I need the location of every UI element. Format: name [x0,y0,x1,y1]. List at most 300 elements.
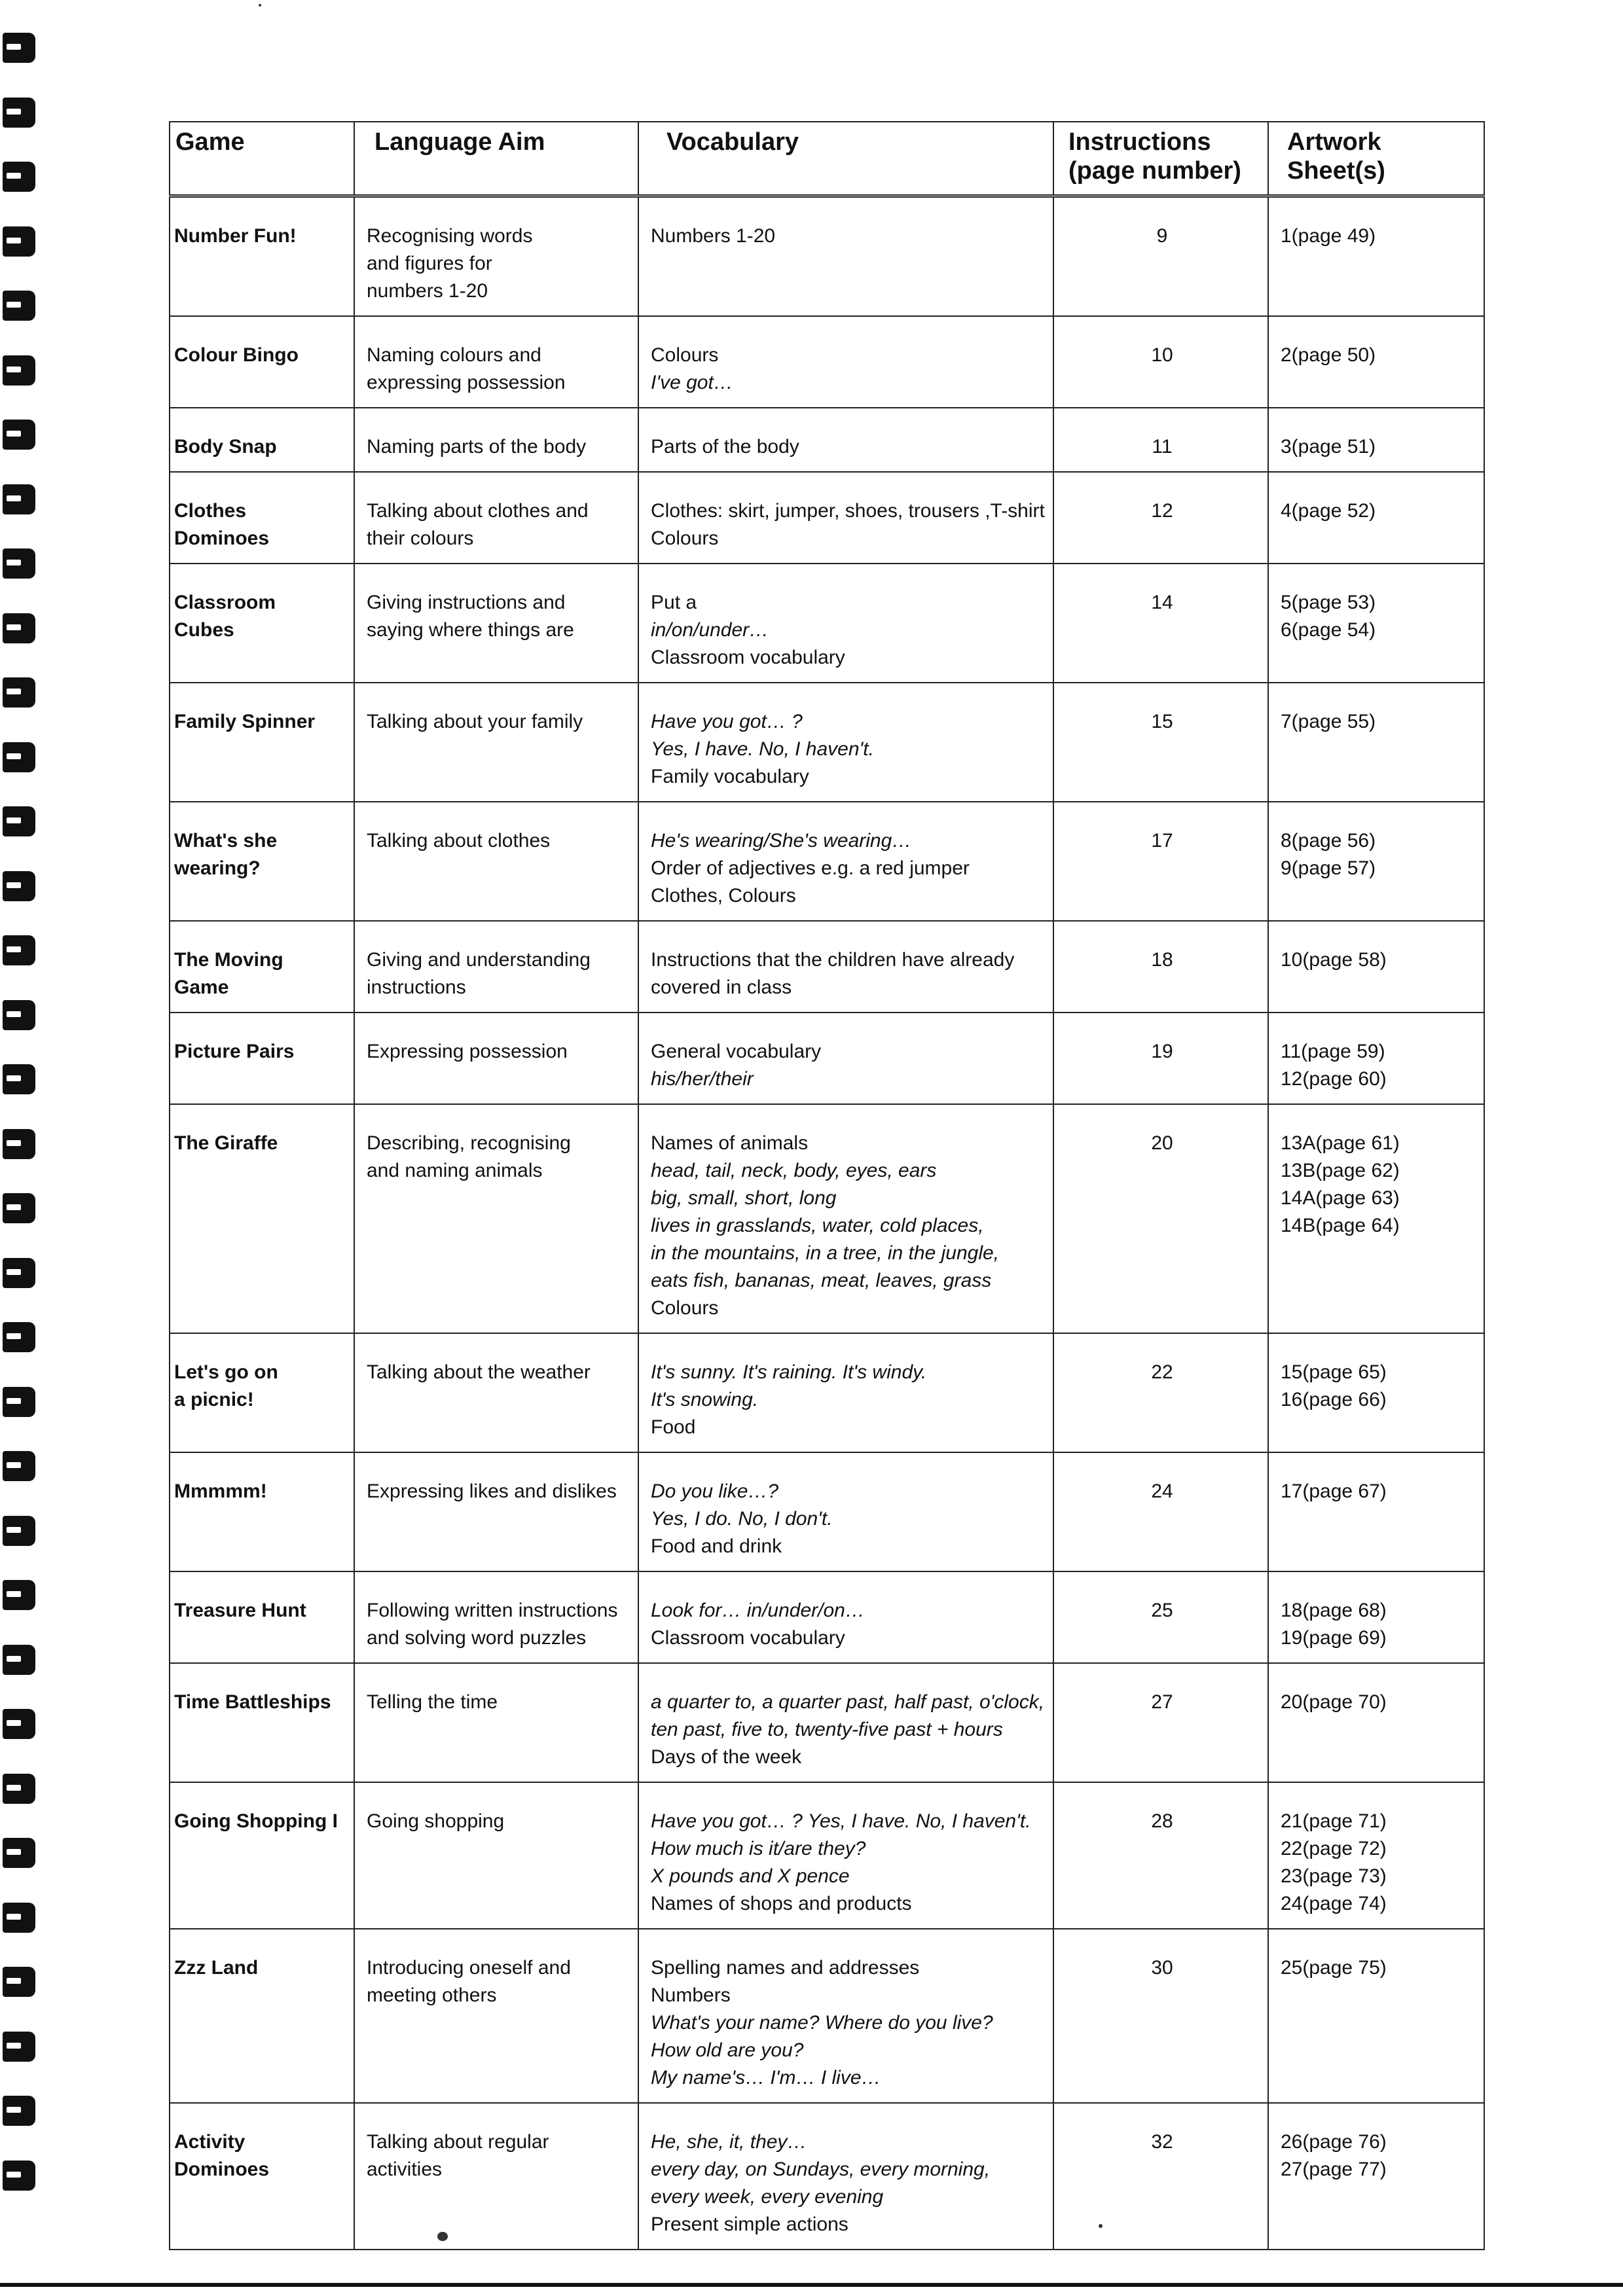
vocabulary-text: He, she, it, they… [651,2131,807,2153]
binding-ring [3,1193,35,1223]
instructions-page-cell [1053,1571,1268,1663]
artwork-sheet: 2(page 50) [1281,344,1376,366]
vocabulary-text: Have you got… ? Yes, I have. No, I haven't. [651,1810,1031,1832]
language-aim-text: Giving and understanding [367,949,591,971]
game-name: Treasure Hunt [174,1600,306,1621]
instructions-page-number: 9 [1156,225,1168,247]
vocabulary-cell [638,1452,1053,1571]
language-aim-text: activities [367,2159,443,2180]
instructions-page-number: 18 [1151,949,1173,971]
vocabulary-text: Classroom vocabulary [651,647,845,668]
language-aim-text: Talking about clothes and [367,500,589,522]
header-vocabulary-label: Vocabulary [666,128,799,156]
vocabulary-text: in the mountains, in a tree, in the jungle, [651,1242,1000,1264]
page-bottom-edge [0,2283,1623,2287]
vocabulary-text: General vocabulary [651,1041,822,1062]
vocabulary-text: Instructions that the children have already [651,949,1015,971]
vocabulary-text: Parts of the body [651,436,799,457]
binding-ring [3,355,35,386]
instructions-page-number: 11 [1152,436,1173,457]
binding-ring [3,484,35,514]
artwork-sheet: 13A(page 61) [1281,1132,1400,1154]
binding-ring [3,291,35,321]
language-aim-text: Going shopping [367,1810,505,1832]
binding-ring [3,1322,35,1352]
instructions-page-number: 28 [1151,1810,1173,1832]
vocabulary-cell [638,1929,1053,2103]
vocabulary-cell [638,1663,1053,1782]
table-row [170,1663,1484,1782]
game-name-cell [170,1104,354,1333]
language-aim-cell [354,564,638,683]
artwork-sheets-cell [1268,408,1484,472]
binding-ring [3,1129,35,1159]
language-aim-text: Introducing oneself and [367,1957,571,1979]
binding-ring [3,1064,35,1094]
game-name-cell [170,683,354,802]
instructions-page-number: 14 [1151,592,1173,613]
scan-speck [1099,2224,1103,2228]
game-name: The Giraffe [174,1132,278,1154]
vocabulary-text: Clothes: skirt, jumper, shoes, trousers ,T-shirt [651,500,1045,522]
vocabulary-text: Numbers 1-20 [651,225,776,247]
instructions-page-number: 19 [1151,1041,1173,1062]
artwork-sheets-cell [1268,1452,1484,1571]
vocabulary-cell [638,2103,1053,2250]
language-aim-text: expressing possession [367,372,566,393]
table-row [170,196,1484,317]
vocabulary-text: It's sunny. It's raining. It's windy. [651,1361,927,1383]
header-instructions-line-2: (page number) [1068,157,1241,185]
games-table [169,121,1485,2250]
game-name-cell [170,1013,354,1104]
binding-ring [3,420,35,450]
binding-ring [3,1516,35,1546]
game-name-cell [170,921,354,1013]
binding-ring [3,226,35,257]
vocabulary-cell [638,1333,1053,1452]
artwork-sheet: 25(page 75) [1281,1957,1387,1979]
language-aim-text: Talking about clothes [367,830,551,852]
game-name: Body Snap [174,436,277,457]
artwork-sheets-cell [1268,1333,1484,1452]
instructions-page-cell [1053,564,1268,683]
language-aim-text: Naming parts of the body [367,436,587,457]
vocabulary-text: How much is it/are they? [651,1838,866,1859]
table-row [170,921,1484,1013]
language-aim-cell [354,1571,638,1663]
artwork-sheets-cell [1268,1782,1484,1929]
game-name: Dominoes [174,528,270,549]
binding-ring [3,806,35,836]
language-aim-cell [354,2103,638,2250]
game-name: The Moving [174,949,283,971]
artwork-sheet: 15(page 65) [1281,1361,1387,1383]
vocabulary-text: Have you got… ? [651,711,803,732]
game-name: Game [174,977,229,998]
vocabulary-text: Family vocabulary [651,766,809,787]
artwork-sheet: 17(page 67) [1281,1480,1387,1502]
game-name-cell [170,196,354,317]
instructions-page-number: 32 [1151,2131,1173,2153]
vocabulary-text: lives in grasslands, water, cold places, [651,1215,984,1236]
instructions-page-cell [1053,1782,1268,1929]
language-aim-cell [354,1452,638,1571]
binding-ring [3,1838,35,1868]
binding-ring [3,1580,35,1610]
binding-ring [3,162,35,192]
artwork-sheet: 7(page 55) [1281,711,1376,732]
header-artwork-line-2: Sheet(s) [1287,157,1385,185]
game-name-cell [170,2103,354,2250]
vocabulary-text: X pounds and X pence [651,1865,850,1887]
vocabulary-text: big, small, short, long [651,1187,837,1209]
binding-ring [3,2161,35,2191]
instructions-page-number: 30 [1151,1957,1173,1979]
artwork-sheets-cell [1268,316,1484,408]
instructions-page-cell [1053,802,1268,921]
game-name: Picture Pairs [174,1041,295,1062]
scan-speck [437,2232,448,2241]
vocabulary-text: Present simple actions [651,2214,848,2235]
vocabulary-cell [638,1104,1053,1333]
artwork-sheets-cell [1268,1571,1484,1663]
binding-ring [3,1774,35,1804]
table-row [170,802,1484,921]
game-name: What's she [174,830,278,852]
vocabulary-cell [638,683,1053,802]
table-row [170,1782,1484,1929]
vocabulary-cell [638,564,1053,683]
instructions-page-number: 25 [1151,1600,1173,1621]
language-aim-cell [354,802,638,921]
language-aim-text: and figures for [367,253,492,274]
binding-ring [3,1451,35,1481]
artwork-sheet: 21(page 71) [1281,1810,1387,1832]
vocabulary-text: Spelling names and addresses [651,1957,920,1979]
table-row [170,1452,1484,1571]
artwork-sheets-cell [1268,802,1484,921]
artwork-sheets-cell [1268,1929,1484,2103]
artwork-sheet: 16(page 66) [1281,1389,1387,1410]
table-row [170,1929,1484,2103]
header-game-label: Game [175,128,245,156]
table-row [170,2103,1484,2250]
binding-ring [3,98,35,128]
language-aim-cell [354,1104,638,1333]
language-aim-text: Naming colours and [367,344,541,366]
vocabulary-text: Look for… in/under/on… [651,1600,865,1621]
header-artwork-line-1: Artwork [1287,128,1381,156]
vocabulary-cell [638,802,1053,921]
language-aim-text: Talking about the weather [367,1361,591,1383]
artwork-sheet: 19(page 69) [1281,1627,1387,1649]
artwork-sheets-cell [1268,564,1484,683]
game-name-cell [170,408,354,472]
binding-ring [3,548,35,579]
artwork-sheet: 22(page 72) [1281,1838,1387,1859]
instructions-page-cell [1053,316,1268,408]
vocabulary-text: Order of adjectives e.g. a red jumper [651,857,970,879]
game-name-cell [170,1929,354,2103]
table-row [170,683,1484,802]
language-aim-cell [354,1929,638,2103]
instructions-page-cell [1053,2103,1268,2250]
language-aim-cell [354,1663,638,1782]
spiral-binding [0,26,41,2238]
language-aim-text: their colours [367,528,474,549]
vocabulary-text: ten past, five to, twenty-five past + hours [651,1719,1003,1740]
artwork-sheets-cell [1268,2103,1484,2250]
game-name: Number Fun! [174,225,297,247]
header-instructions [1053,122,1268,196]
game-name-cell [170,1663,354,1782]
language-aim-text: meeting others [367,1984,497,2006]
vocabulary-text: every day, on Sundays, every morning, [651,2159,991,2180]
language-aim-text: Describing, recognising [367,1132,571,1154]
header-row [170,122,1484,196]
binding-ring [3,33,35,63]
vocabulary-text: How old are you? [651,2039,804,2061]
game-name: Zzz Land [174,1957,259,1979]
instructions-page-cell [1053,472,1268,564]
instructions-page-cell [1053,1333,1268,1452]
instructions-page-number: 20 [1151,1132,1173,1154]
game-name: Family Spinner [174,711,316,732]
vocabulary-text: his/her/their [651,1068,754,1090]
artwork-sheet: 11(page 59) [1281,1041,1385,1062]
game-name: Colour Bingo [174,344,299,366]
language-aim-text: and naming animals [367,1160,543,1181]
vocabulary-text: Do you like…? [651,1480,779,1502]
game-name: Cubes [174,619,234,641]
instructions-page-cell [1053,1104,1268,1333]
header-language-aim [354,122,638,196]
scan-speck [259,4,261,7]
vocabulary-text: Yes, I have. No, I haven't. [651,738,874,760]
artwork-sheet: 20(page 70) [1281,1691,1387,1713]
artwork-sheet: 18(page 68) [1281,1600,1387,1621]
game-name: Clothes [174,500,247,522]
binding-ring [3,1000,35,1030]
instructions-page-number: 27 [1151,1691,1173,1713]
artwork-sheet: 27(page 77) [1281,2159,1387,2180]
instructions-page-number: 15 [1151,711,1173,732]
table-row [170,1571,1484,1663]
language-aim-text: Telling the time [367,1691,498,1713]
binding-ring [3,1387,35,1417]
instructions-page-cell [1053,408,1268,472]
instructions-page-number: 17 [1151,830,1173,852]
binding-ring [3,613,35,643]
instructions-page-cell [1053,1663,1268,1782]
instructions-page-number: 24 [1151,1480,1173,1502]
vocabulary-text: I've got… [651,372,733,393]
vocabulary-cell [638,921,1053,1013]
language-aim-text: Following written instructions [367,1600,618,1621]
artwork-sheet: 4(page 52) [1281,500,1376,522]
language-aim-text: Expressing likes and dislikes [367,1480,617,1502]
vocabulary-text: Colours [651,344,719,366]
artwork-sheets-cell [1268,196,1484,317]
vocabulary-cell [638,1571,1053,1663]
artwork-sheets-cell [1268,472,1484,564]
instructions-page-cell [1053,1452,1268,1571]
game-name: Dominoes [174,2159,270,2180]
vocabulary-text: in/on/under… [651,619,769,641]
artwork-sheet: 23(page 73) [1281,1865,1387,1887]
vocabulary-cell [638,196,1053,317]
vocabulary-text: Colours [651,1297,719,1319]
artwork-sheet: 6(page 54) [1281,619,1376,641]
binding-ring [3,1967,35,1997]
header-game [170,122,354,196]
artwork-sheet: 24(page 74) [1281,1893,1387,1914]
language-aim-text: saying where things are [367,619,574,641]
vocabulary-text: Numbers [651,1984,731,2006]
language-aim-cell [354,472,638,564]
artwork-sheets-cell [1268,1663,1484,1782]
header-language-aim-label: Language Aim [374,128,545,156]
vocabulary-cell [638,316,1053,408]
vocabulary-text: Colours [651,528,719,549]
artwork-sheets-cell [1268,921,1484,1013]
artwork-sheet: 26(page 76) [1281,2131,1387,2153]
artwork-sheet: 12(page 60) [1281,1068,1387,1090]
language-aim-text: Talking about regular [367,2131,549,2153]
binding-ring [3,742,35,772]
vocabulary-text: Days of the week [651,1746,802,1768]
vocabulary-text: He's wearing/She's wearing… [651,830,912,852]
game-name: Time Battleships [174,1691,331,1713]
artwork-sheets-cell [1268,1013,1484,1104]
instructions-page-number: 10 [1151,344,1173,366]
vocabulary-text: head, tail, neck, body, eyes, ears [651,1160,937,1181]
vocabulary-text: My name's… I'm… I live… [651,2067,881,2089]
game-name-cell [170,564,354,683]
instructions-page-cell [1053,1929,1268,2103]
table-row [170,1013,1484,1104]
language-aim-text: and solving word puzzles [367,1627,587,1649]
vocabulary-text: Yes, I do. No, I don't. [651,1508,833,1530]
vocabulary-text: eats fish, bananas, meat, leaves, grass [651,1270,992,1291]
artwork-sheet: 3(page 51) [1281,436,1376,457]
vocabulary-text: Names of shops and products [651,1893,912,1914]
binding-ring [3,1258,35,1288]
binding-ring [3,1645,35,1675]
instructions-page-cell [1053,921,1268,1013]
binding-ring [3,2096,35,2126]
game-name: Let's go on [174,1361,278,1383]
vocabulary-text: Food and drink [651,1535,782,1557]
artwork-sheet: 9(page 57) [1281,857,1376,879]
header-instructions-line-1: Instructions [1068,128,1211,156]
instructions-page-number: 12 [1151,500,1173,522]
artwork-sheet: 1(page 49) [1281,225,1376,247]
game-name: Going Shopping I [174,1810,338,1832]
language-aim-cell [354,1013,638,1104]
language-aim-cell [354,408,638,472]
game-name-cell [170,472,354,564]
vocabulary-text: Food [651,1416,696,1438]
language-aim-text: Talking about your family [367,711,583,732]
language-aim-cell [354,316,638,408]
binding-ring [3,935,35,965]
artwork-sheet: 14B(page 64) [1281,1215,1400,1236]
binding-ring [3,2032,35,2062]
binding-ring [3,677,35,708]
table-row [170,1104,1484,1333]
artwork-sheets-cell [1268,1104,1484,1333]
table-row [170,408,1484,472]
vocabulary-cell [638,1782,1053,1929]
instructions-page-cell [1053,1013,1268,1104]
artwork-sheet: 14A(page 63) [1281,1187,1400,1209]
binding-ring [3,1709,35,1739]
artwork-sheets-cell [1268,683,1484,802]
vocabulary-text: What's your name? Where do you live? [651,2012,993,2034]
vocabulary-text: covered in class [651,977,792,998]
table-row [170,1333,1484,1452]
language-aim-text: Giving instructions and [367,592,566,613]
language-aim-cell [354,921,638,1013]
table-row [170,316,1484,408]
vocabulary-text: Classroom vocabulary [651,1627,845,1649]
game-name: wearing? [174,857,261,879]
language-aim-cell [354,1333,638,1452]
artwork-sheet: 8(page 56) [1281,830,1376,852]
instructions-page-cell [1053,683,1268,802]
binding-ring [3,871,35,901]
language-aim-text: Expressing possession [367,1041,568,1062]
games-table-body [170,196,1484,2250]
vocabulary-text: every week, every evening [651,2186,884,2208]
language-aim-text: Recognising words [367,225,533,247]
vocabulary-text: It's snowing. [651,1389,759,1410]
vocabulary-text: Names of animals [651,1132,809,1154]
table-row [170,472,1484,564]
artwork-sheet: 13B(page 62) [1281,1160,1400,1181]
vocabulary-text: Put a [651,592,697,613]
instructions-page-cell [1053,196,1268,317]
game-name-cell [170,802,354,921]
vocabulary-cell [638,472,1053,564]
language-aim-cell [354,196,638,317]
game-name: Activity [174,2131,246,2153]
game-name: Classroom [174,592,276,613]
header-vocabulary [638,122,1053,196]
header-artwork [1268,122,1484,196]
table-row [170,564,1484,683]
artwork-sheet: 5(page 53) [1281,592,1376,613]
language-aim-cell [354,683,638,802]
vocabulary-cell [638,408,1053,472]
language-aim-cell [354,1782,638,1929]
game-name-cell [170,316,354,408]
binding-ring [3,1903,35,1933]
game-name: Mmmmm! [174,1480,267,1502]
game-name-cell [170,1571,354,1663]
game-name-cell [170,1333,354,1452]
language-aim-text: numbers 1-20 [367,280,488,302]
vocabulary-text: Clothes, Colours [651,885,796,906]
game-name-cell [170,1452,354,1571]
vocabulary-cell [638,1013,1053,1104]
artwork-sheet: 10(page 58) [1281,949,1387,971]
instructions-page-number: 22 [1151,1361,1173,1383]
game-name: a picnic! [174,1389,254,1410]
vocabulary-text: a quarter to, a quarter past, half past, o'clock, [651,1691,1045,1713]
